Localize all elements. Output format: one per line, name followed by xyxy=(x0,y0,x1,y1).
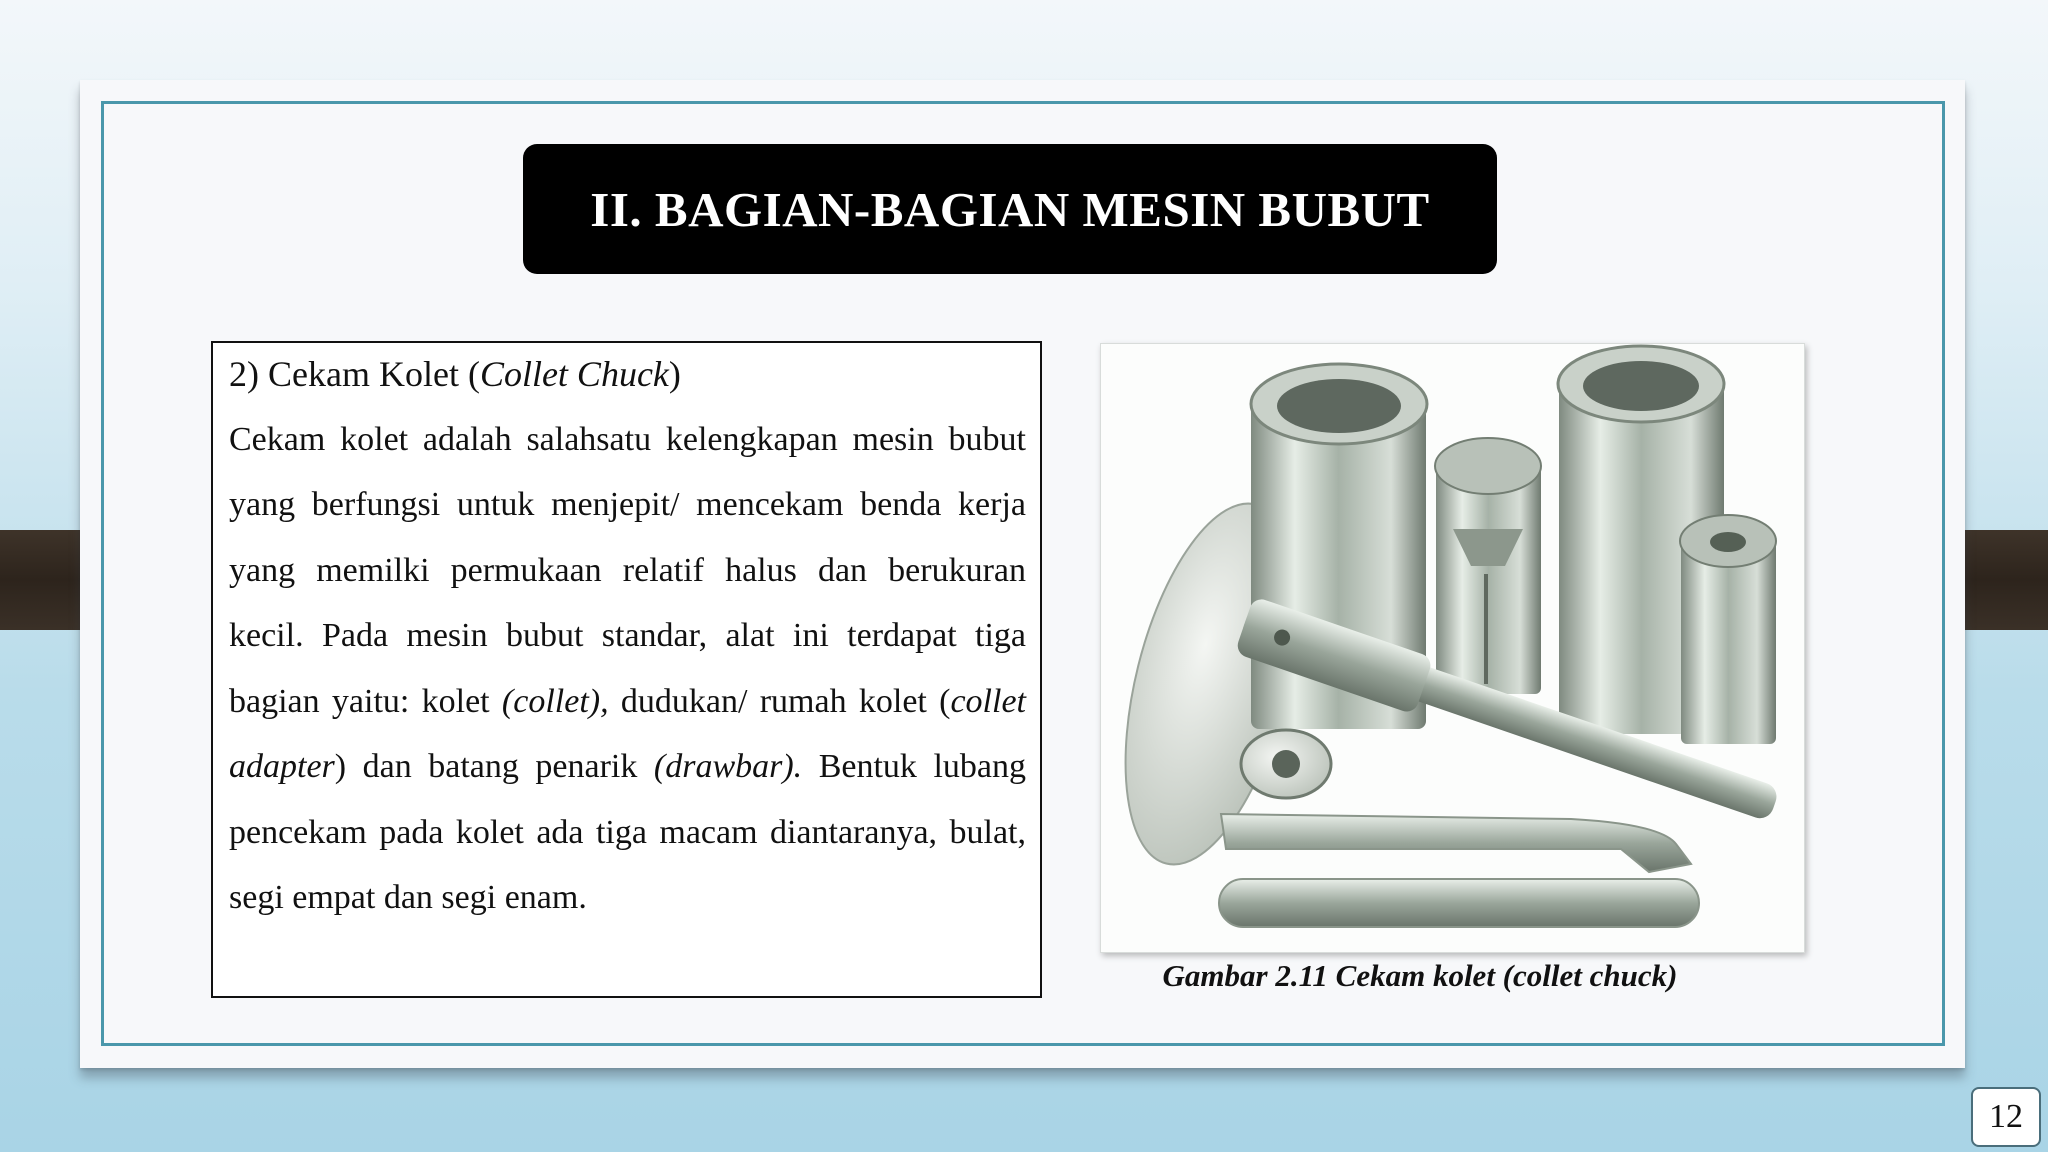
para-italic-3: (drawbar). xyxy=(653,748,803,786)
slide-title-text: II. BAGIAN-BAGIAN MESIN BUBUT xyxy=(590,181,1430,237)
text-box xyxy=(211,341,1042,998)
para-italic-2: collet adapter xyxy=(229,682,1026,786)
heading-text: 2) Cekam Kolet ( xyxy=(229,354,480,394)
para-part-2: dudukan/ rumah kolet ( xyxy=(608,682,951,720)
para-part-3: ) dan batang penarik xyxy=(334,748,654,786)
heading-italic: Collet Chuck xyxy=(479,354,669,394)
page-number: 12 xyxy=(1971,1087,2041,1147)
para-part-4: Bentuk lubang pencekam pada kolet ada tiga macam diantaranya, bulat, segi empat dan segi enam. xyxy=(229,748,1026,917)
section-heading xyxy=(229,355,1026,395)
figure-caption: Gambar 2.11 Cekam kolet (collet chuck) xyxy=(1162,958,1678,993)
para-part-1: Cekam kolet adalah salahsatu kelengkapan mesin bubut yang berfungsi untuk menjepit/ mencekam benda kerja yang memilki permukaan relatif halus dan berukuran kecil. Pada mesin bubut standar, alat ini terdapat tiga bagian yaitu: kolet xyxy=(229,420,1026,720)
heading-suffix: ) xyxy=(668,354,681,394)
collet-chuck-illustration xyxy=(1101,344,1804,952)
body-paragraph xyxy=(229,407,1026,931)
slide-title xyxy=(523,144,1497,274)
para-italic-1: (collet), xyxy=(501,682,609,720)
collet-chuck-photo xyxy=(1100,343,1805,953)
